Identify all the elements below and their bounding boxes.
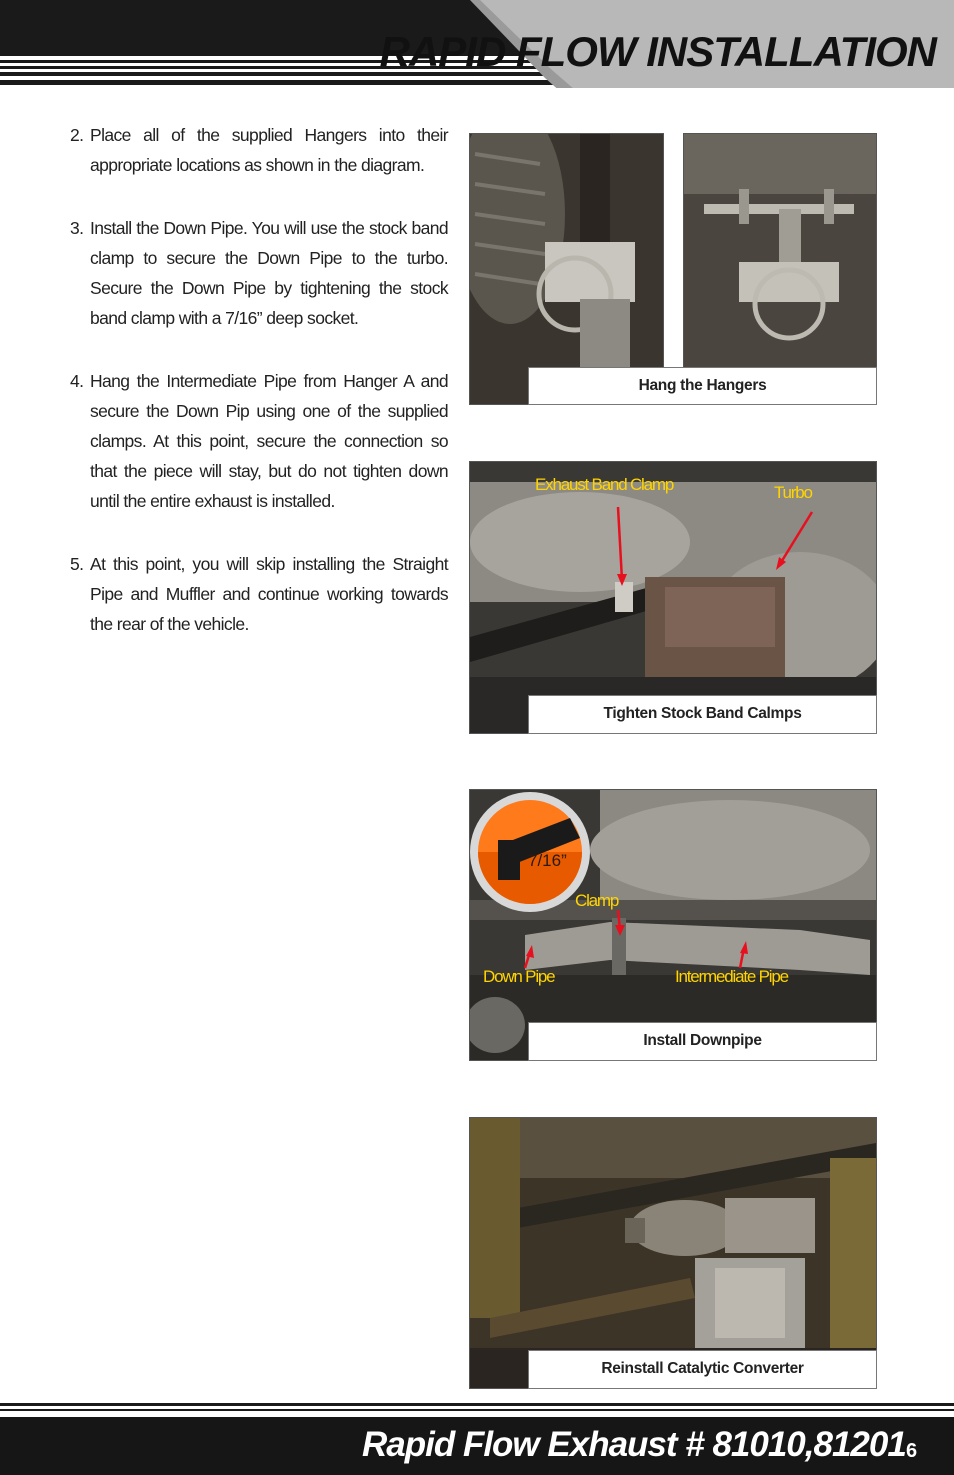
label-down-pipe: Down Pipe bbox=[483, 967, 555, 986]
label-clamp: Clamp bbox=[575, 891, 619, 910]
photo-caption: Hang the Hangers bbox=[528, 367, 877, 405]
step-2 bbox=[70, 120, 448, 180]
step-number: 3. bbox=[70, 218, 84, 238]
step-4 bbox=[70, 366, 448, 516]
page-header-title: RAPID FLOW INSTALLATION bbox=[379, 28, 936, 75]
step-3 bbox=[70, 213, 448, 333]
photo-caption: Tighten Stock Band Calmps bbox=[528, 695, 877, 734]
label-intermediate-pipe: Intermediate Pipe bbox=[675, 967, 788, 986]
photo-downpipe bbox=[469, 789, 877, 1061]
label-turbo: Turbo bbox=[774, 483, 812, 502]
photo-hangers bbox=[469, 133, 877, 405]
socket-size-label: 7/16” bbox=[528, 851, 567, 870]
step-text: At this point, you will skip installing the Straight Pipe and Muffler and continue working towards the rear of the vehicle. bbox=[90, 554, 448, 634]
photo-band-clamp bbox=[469, 461, 877, 734]
page-number: 6 bbox=[906, 1440, 918, 1462]
band-clamp-photo bbox=[469, 461, 877, 734]
instruction-steps bbox=[70, 120, 448, 672]
step-text: Hang the Intermediate Pipe from Hanger A and secure the Down Pip using one of the supplied clamps. At this point, secure the connection so that the piece will stay, but do not tighten down until the entire exhaust is installed. bbox=[90, 371, 448, 511]
step-5 bbox=[70, 549, 448, 639]
photo-caption: Reinstall Catalytic Converter bbox=[528, 1350, 877, 1389]
hanger-photo-right bbox=[683, 133, 877, 405]
hanger-photo-left bbox=[469, 133, 664, 405]
step-text: Install the Down Pipe. You will use the stock band clamp to secure the Down Pipe to the turbo. Secure the Down Pipe by tightening the stock band clamp with a 7/16” deep socket. bbox=[90, 218, 448, 328]
label-exhaust-band-clamp: Exhaust Band Clamp bbox=[535, 475, 674, 494]
catalytic-photo bbox=[469, 1117, 877, 1389]
footer-product-title: Rapid Flow Exhaust # 81010,81201 bbox=[362, 1425, 906, 1464]
step-number: 5. bbox=[70, 554, 84, 574]
photo-catalytic bbox=[469, 1117, 877, 1389]
photo-caption: Install Downpipe bbox=[528, 1022, 877, 1061]
step-number: 4. bbox=[70, 371, 84, 391]
step-number: 2. bbox=[70, 125, 84, 145]
step-text: Place all of the supplied Hangers into their appropriate locations as shown in the diagram. bbox=[90, 125, 448, 175]
downpipe-photo bbox=[469, 789, 877, 1061]
